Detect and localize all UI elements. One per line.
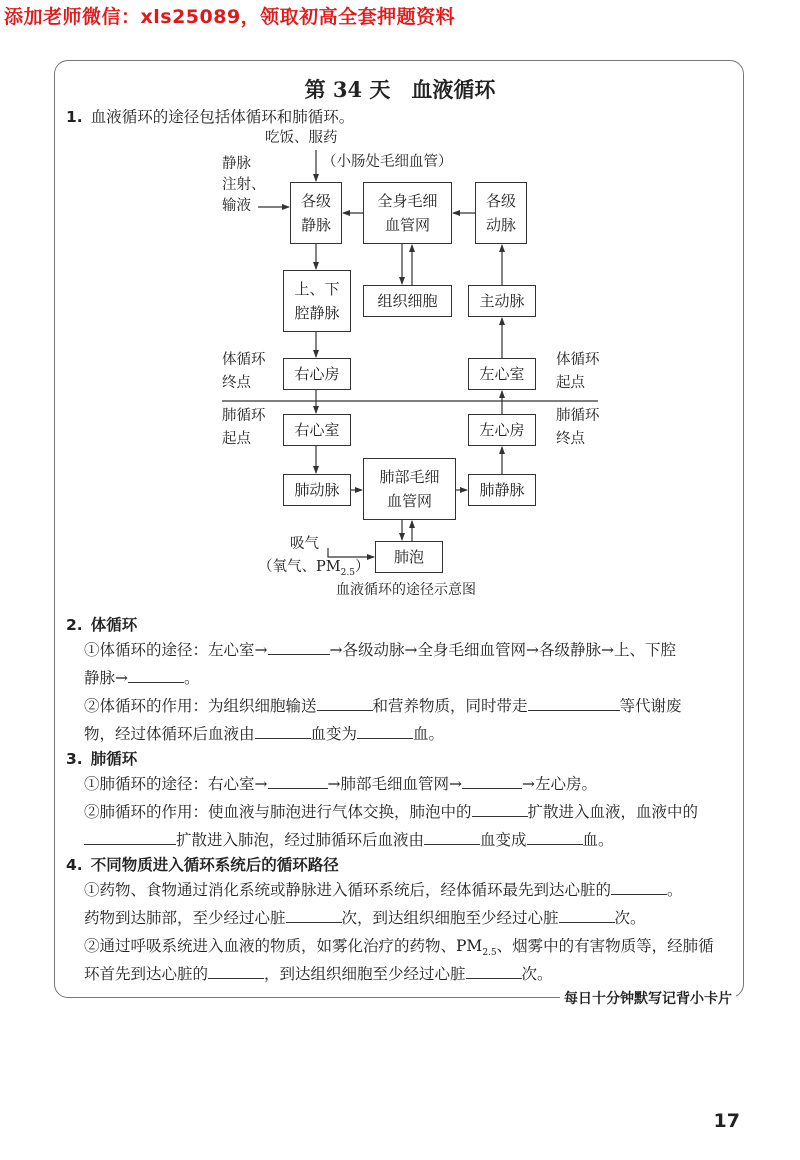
diagram-caption: 血液循环的途径示意图 [336,582,476,598]
blank-q4-3[interactable] [559,908,615,923]
box-left-ventricle: 左心室 [468,358,536,390]
q3-l3a: 扩散进入肺泡，经过肺循环后血液由 [176,831,425,849]
box-right-atrium: 右心房 [283,358,351,390]
q2-heading-text: 体循环 [90,616,138,634]
q2-l2b: 。 [184,669,200,687]
q2-l4b: 血变为 [310,725,358,743]
top-label: 吃饭、服药 [265,130,338,146]
page-number: 17 [713,1110,740,1132]
q2-line-2 [84,666,200,688]
q2-l3b: 和营养物质，同时带走 [372,697,528,715]
blank-q2-4[interactable] [528,696,620,711]
q4-line-1 [84,878,683,900]
q2-l4a: 物，经过体循环后血液由 [84,725,255,743]
q4-l3a: ②通过呼吸系统进入血液的物质，如雾化治疗的药物、PM [84,937,483,955]
blank-q4-1[interactable] [611,880,667,895]
q4-l4a: 环首先到达心脏的 [84,965,209,983]
pulmonary-end-label: 肺循环 终点 [556,408,600,447]
inhale-sub: 2.5 [340,567,355,578]
blank-q2-1[interactable] [268,640,330,655]
blank-q4-4[interactable] [208,964,264,979]
blank-q2-2[interactable] [128,668,184,683]
inhale-paren-text: （氧气、PM [258,559,341,575]
box-systemic-capillary: 全身毛细 血管网 [363,182,452,244]
q2-number: 2. [66,616,83,634]
systemic-start-label: 体循环 起点 [556,352,600,391]
q3-l2b: 扩散进入血液，血液中的 [527,803,699,821]
box-veins: 各级 静脉 [290,182,342,244]
q2-heading [66,610,734,640]
q3-l2a: ②肺循环的作用：使血液与肺泡进行气体交换，肺泡中的 [84,803,472,821]
q1-number: 1. [66,108,83,126]
q1-text: 血液循环的途径包括体循环和肺循环。 [90,108,355,126]
q3-number: 3. [66,750,83,768]
q2-l3c: 等代谢废 [619,697,682,715]
inhale-label: 吸气 [290,536,319,552]
blank-q3-5[interactable] [424,830,480,845]
box-aorta: 主动脉 [468,285,536,317]
q3-l3b: 血变成 [480,831,527,849]
q3-l3c: 血。 [582,831,614,849]
blank-q3-2[interactable] [462,774,522,789]
q3-l1a: ①肺循环的途径：右心室→ [84,775,268,793]
box-right-ventricle: 右心室 [283,414,351,446]
blank-q3-3[interactable] [472,802,528,817]
inhale-close: ） [354,559,370,575]
q4-l2c: 次。 [614,909,646,927]
q2-line-1 [84,638,676,660]
q4-l1a: ①药物、食物通过消化系统或静脉进入循环系统后，经体循环最先到达心脏的 [84,881,612,899]
q4-l4b: ，到达组织细胞至少经过心脏 [264,965,466,983]
box-pulmonary-artery: 肺动脉 [283,474,351,506]
q2-l2a: 静脉→ [84,669,128,687]
q4-line-3 [84,934,714,958]
blank-q4-5[interactable] [466,964,522,979]
q4-l2a: 药物到达肺部，至少经过心脏 [84,909,286,927]
top-paren-label: （小肠处毛细血管） [322,154,453,170]
footer-label: 每日十分钟默写记背小卡片 [560,988,736,1008]
box-left-atrium: 左心房 [468,414,536,446]
q3-heading-text: 肺循环 [90,750,138,768]
q2-line-4 [84,722,444,744]
box-arteries: 各级 动脉 [475,182,527,244]
q4-line-2 [84,906,646,928]
page-title: 第 34 天 血液循环 [304,77,496,102]
box-pulmonary-vein: 肺静脉 [468,474,536,506]
blank-q4-2[interactable] [286,908,342,923]
q2-l1a: ①体循环的途径：左心室→ [84,641,268,659]
blank-q3-6[interactable] [527,830,583,845]
box-tissue-cells: 组织细胞 [363,285,452,317]
q3-l1b: →肺部毛细血管网→ [327,775,462,793]
q3-line-2 [84,800,698,822]
q3-heading [66,744,734,774]
q2-line-3 [84,694,682,716]
q4-heading-text: 不同物质进入循环系统后的循环路径 [90,856,339,874]
q4-line-4 [84,962,553,984]
q2-l4c: 血。 [413,725,445,743]
arrow-inhale-to-alveoli [328,548,374,557]
blank-q2-5[interactable] [255,724,311,739]
q2-l1b: →各级动脉→全身毛细血管网→各级静脉→上、下腔 [329,641,676,659]
systemic-end-label: 体循环 终点 [222,352,266,391]
q3-line-1 [84,772,597,794]
blank-q2-6[interactable] [357,724,413,739]
q4-l1b: 。 [667,881,683,899]
box-pulmonary-capillary: 肺部毛细 血管网 [363,458,456,520]
box-vena-cava: 上、下 腔静脉 [283,270,351,332]
watermark-text: 添加老师微信：xls25089，领取初高全套押题资料 [4,6,456,28]
pulmonary-start-label: 肺循环 起点 [222,408,266,447]
blank-q3-1[interactable] [268,774,328,789]
q4-l3sub: 2.5 [482,948,497,959]
box-alveoli: 肺泡 [375,541,443,573]
q3-l1c: →左心房。 [521,775,597,793]
q3-line-3 [84,828,614,850]
q4-heading [66,850,734,880]
blank-q2-3[interactable] [317,696,373,711]
inject-label: 静脉 注射、 输液 [222,156,266,214]
q4-l4c: 次。 [521,965,553,983]
q4-number: 4. [66,856,83,874]
q2-l3a: ②体循环的作用：为组织细胞输送 [84,697,317,715]
blank-q3-4[interactable] [84,830,176,845]
q4-l3b: 、烟雾中的有害物质等，经肺循 [496,937,714,955]
q4-l2b: 次，到达组织细胞至少经过心脏 [341,909,559,927]
